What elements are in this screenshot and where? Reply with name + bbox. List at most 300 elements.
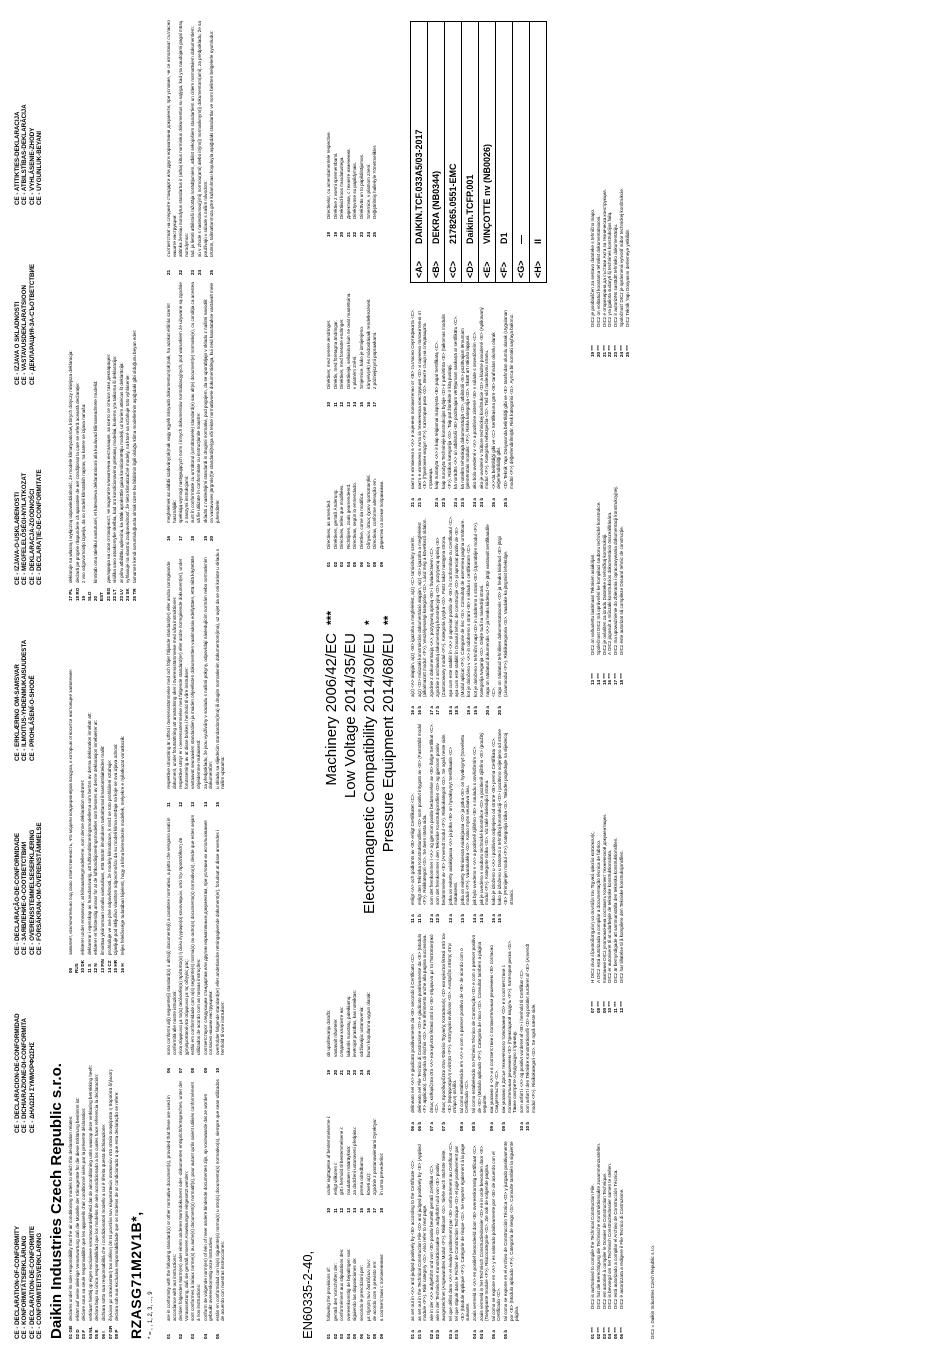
text-row	[448, 515, 454, 715]
row-number: 15 a	[490, 914, 496, 923]
row-text: tel que défini dans <A> et évalué positivement par <B> conformément au Certificat <C>.	[447, 1141, 453, 1321]
row-number: 09 b	[500, 1121, 506, 1131]
row-number: 19 a	[466, 706, 472, 715]
directive-mark: ***	[324, 610, 338, 625]
header-line: CE - ILMOITUS-YHDENMUKAISUUDESTA	[21, 639, 29, 761]
row-text: z vso odgovornostjo izjavlja, da so modeli klimatskih naprav, na katere se izjava nanaša:	[81, 403, 87, 583]
row-text: Directives, as amended.	[326, 499, 331, 549]
text-row	[326, 37, 332, 237]
conformity-col-4	[166, 281, 221, 541]
text-row	[379, 1219, 385, 1339]
footer-col-4	[590, 57, 631, 357]
text-row	[359, 1083, 365, 1213]
row-number: 02 a	[428, 1330, 434, 1339]
row-text: Directivas, según lo enmendado.	[352, 482, 358, 549]
header-col-1	[14, 1226, 44, 1339]
row-number: 04 b	[478, 1329, 484, 1339]
code-row	[411, 22, 428, 282]
code-key: <B>	[431, 260, 441, 278]
row-number: 03	[339, 1333, 345, 1339]
row-text: DICz je ovlašten za izradu Datoteke o tehničkoj konstrukciji.	[601, 533, 607, 655]
row-text: aşa cum este stabilit în <A> şi apreciat pozitiv de <B> în conformitate cu Certificatul <C>.	[447, 515, 453, 697]
conformity-paragraph	[190, 15, 196, 275]
text-row	[366, 247, 372, 407]
text-row	[333, 247, 339, 407]
row-number: 11	[332, 402, 338, 407]
text-row	[619, 733, 625, 1013]
row-number: 13	[345, 401, 351, 407]
text-row	[346, 37, 352, 237]
code-value: II	[533, 238, 543, 244]
row-text: som det fremkommer i den Tekniske Konstruksjonsfilen <D> og gjennom positiv bedømmelse av <E> (Anvendt modul <F>). Risikokategori <G>. Se også neste side.	[435, 733, 446, 905]
row-number: 20 b	[497, 705, 503, 715]
row-number: 03 a	[447, 1330, 453, 1339]
text-row	[333, 1083, 339, 1213]
text-row	[107, 643, 113, 973]
conformity-paragraph	[190, 1079, 201, 1339]
row-number: 02	[178, 1333, 184, 1339]
text-row	[491, 307, 502, 507]
row-text: skladni z naslednjimi standardi in drugimi normativi, pod pogojem, da se uporabljajo v skladu z našimi navodili:	[202, 298, 208, 523]
row-text: DICz hat die Berechtigung die Technische Konstruktionsakte zusammenzustellen.	[595, 1142, 601, 1309]
text-row	[473, 515, 484, 715]
row-text: enligt <A> och godkänts av <B> enligt Certifikatet <C>.	[410, 793, 415, 905]
conformity-paragraph	[190, 813, 201, 1073]
text-row	[326, 1219, 332, 1339]
text-row	[346, 417, 352, 567]
lang-block-1	[68, 1009, 121, 1339]
header-line: CE - DEKLARACJA-ZGODNOŚCI	[28, 488, 36, 585]
row-number: 14 CZ	[106, 960, 112, 973]
conformity-col-2	[166, 813, 227, 1073]
code-row	[530, 22, 546, 282]
row-text: DICz este autorizat să compileze Dosarul tehnic de construcţie.	[618, 526, 624, 655]
row-number: 23	[352, 1069, 358, 1075]
text-row	[333, 945, 339, 1075]
row-number: 13 b	[459, 913, 465, 923]
text-row	[352, 1219, 358, 1339]
row-number: 05 E	[94, 1329, 100, 1339]
row-number: 07 GR	[107, 1325, 113, 1339]
row-number: 24 b	[478, 497, 484, 507]
text-row	[625, 57, 631, 357]
text-row	[435, 1139, 446, 1339]
text-row	[459, 931, 470, 1131]
code-value: DAIKIN.TCF.033A5/03-2017	[414, 129, 424, 244]
row-number: 13 ***	[590, 673, 595, 685]
text-row	[472, 307, 478, 507]
text-row	[101, 1009, 107, 1339]
row-number: 22 a	[434, 498, 440, 507]
row-text: gemäß den Vorschriften der:	[332, 1263, 338, 1321]
row-text: zgodnie z archiwalną dokumentacją konstrukcyjną <D>, pozytywną opinią <E> (Zastosowany moduł <F>). Kategoria ryzyka <G>. Patrz także następna strona.	[435, 535, 446, 697]
row-number: 02	[332, 1333, 338, 1339]
text-row	[379, 417, 385, 567]
directive-name: Low Voltage 2014/35/EU	[342, 633, 359, 799]
header-line: CE - DECLARACION-DE-CONFORMIDAD	[14, 1013, 21, 1133]
text-row	[339, 37, 345, 237]
row-text: DICz er autoriseret til at udarbejde de tekniske konstruktionsdata.	[607, 849, 613, 983]
row-text: respektive utstyr er i overensstemmelse med følgende standard(er) eller andre normgivende dokument(er), under forutssetning av at disse brukes i henhold til våre instrukser:	[178, 558, 189, 789]
text-row	[119, 256, 125, 601]
row-number: 04	[345, 1333, 351, 1339]
row-number: 15	[358, 401, 364, 407]
row-text: Directives, telles que modifiées.	[339, 484, 345, 549]
code-key: <C>	[448, 260, 458, 278]
row-text: kaip nurodyta Techninėje konstrukcijos byloje <D> ir patvirtinta <E> (taikomas modulis <F>). Rizikos kategorija <G>. Taip pat žiūrėkite ir kitą puslapį.	[440, 314, 452, 489]
text-row	[503, 307, 514, 507]
row-text: Компания DICz уполномочена составить Комплект технической документации.	[601, 814, 607, 983]
text-row	[106, 256, 112, 601]
text-row	[410, 1139, 416, 1339]
row-number: 17 a	[428, 706, 434, 715]
text-row	[441, 307, 452, 507]
header-line: CE - DECLARAŢIE-DE-CONFORMITATE	[36, 469, 44, 585]
row-number: 16 ***	[607, 673, 613, 685]
row-number: 14	[352, 1207, 358, 1213]
row-number: 17	[178, 535, 184, 541]
row-number: 06	[166, 1067, 171, 1073]
standard-number: EN60335-2-40,	[300, 1250, 315, 1339]
row-text: DICz yra įgaliota sudaryti šį techninės konstrukcijos failą.	[607, 211, 613, 327]
row-number: 04	[202, 1333, 208, 1339]
row-text: following the provisions of:	[326, 1267, 331, 1321]
conformity-paragraph	[215, 547, 226, 807]
row-number: 04 ***	[607, 1327, 613, 1339]
conformity-paragraph	[197, 15, 208, 275]
row-number: 17	[372, 401, 378, 407]
row-text: kā norādīts <A> un atbilstoši <B> pozitīvajam vērtējumam saskaņā ar sertifikātu <C>.	[453, 315, 459, 489]
conformity-paragraph	[209, 281, 220, 541]
row-number: 11	[332, 1208, 338, 1213]
code-value: —	[516, 235, 526, 244]
row-text: Değiştirilmiş halleriyle Yönetmelikler.	[372, 144, 378, 219]
text-row	[479, 723, 490, 923]
row-number: 12	[178, 801, 184, 807]
row-number: 06	[358, 561, 364, 567]
text-row	[417, 931, 428, 1131]
row-text: megfelelnek az alábbi szabvány(ok)nak vagy egyéb irányadó dokumentum(ok)nak, ha azokat előírás szerint használják:	[166, 303, 177, 523]
row-number: 06	[358, 1333, 364, 1339]
text-row	[417, 307, 434, 507]
text-row	[479, 307, 490, 507]
text-row	[88, 1009, 94, 1339]
text-row	[333, 417, 339, 567]
row-number: 01 GB	[68, 1325, 73, 1339]
row-text: erklærer et fullstendig ansvar for at de luftkondisjoneringsmodeller som berøres av denne deklarasjon innebærer at:	[93, 720, 99, 955]
directive-marks	[322, 585, 398, 625]
text-row	[497, 723, 514, 923]
conformity-paragraph	[215, 813, 226, 1073]
row-number: 03 F	[81, 1329, 87, 1339]
row-number: 15 b	[497, 913, 503, 923]
row-text: DICz ir autorizēts sastādīt tehnisko dokumentāciju.	[613, 223, 619, 327]
code-value: D1	[499, 232, 509, 244]
notes-col-3	[410, 723, 515, 923]
row-text: som det fremkommer i <A> og gjennom positiv bedømmelse av <B> ifølge Sertifikat <C>.	[428, 723, 434, 905]
header-line: CE - CONFORMITEITSVERKLARING	[36, 1232, 44, 1339]
row-number: 18	[326, 231, 331, 237]
row-number: 21 BG	[105, 587, 111, 601]
directive-name: Electromagnetic Compatibility 2014/30/EU	[361, 633, 378, 914]
code-value: Daikin.TCFP.001	[465, 174, 475, 244]
text-row	[472, 1139, 478, 1339]
row-text: de acordo com o previsto em:	[372, 1260, 378, 1321]
code-row	[479, 22, 496, 282]
row-text: ob upoštevanju določb:	[326, 1009, 331, 1057]
row-number: 02 ***	[595, 1327, 601, 1339]
row-text: enligt villkoren i:	[332, 1162, 338, 1195]
text-row	[372, 247, 378, 407]
row-number: 17 PL	[68, 588, 73, 601]
row-number: 06 a	[410, 1122, 415, 1131]
directive-mark: **	[381, 615, 395, 625]
text-row	[619, 405, 625, 685]
notes-col-5	[410, 307, 515, 507]
row-number: 18 a	[447, 706, 453, 715]
conformity-col-5	[166, 15, 216, 275]
row-number: 10 ***	[607, 1001, 613, 1013]
row-number: 21	[339, 1069, 345, 1075]
row-text: aşa cum este stabilit în Dosarul tehnic de construcţie <D> şi apreciat pozitiv de <E> (Modul aplicat <F>). Categorie de risc <G>. Consultaţi de asemenea pagina următoare.	[454, 519, 465, 697]
row-text: Richtlijnen, zoals geamendeerd.	[345, 483, 351, 549]
row-text: secondo le prescrizioni per:	[358, 1265, 364, 1321]
row-number: 19	[202, 535, 208, 541]
conformity-paragraph	[178, 281, 189, 541]
text-row	[410, 515, 416, 715]
row-text: kako je izloženo u <A> i pozitivno ocijenjeno od strane <B> prema Certifikatu <C>.	[490, 737, 496, 905]
row-number: 21 a	[410, 498, 415, 507]
row-text: DICz is bevoegd om het Technisch Constructiedossier samen te stellen.	[607, 1163, 613, 1309]
row-text: tal como estabelecido no Ficheiro Técnico de Construção <D> e com o parecer positivo de <E> (Módulo aplicado <F>). Categoria de risco <G>. Consultar também a página seguinte.	[470, 934, 488, 1113]
row-text: DICz is authorised to compile the Technical Construction File.	[590, 1184, 595, 1309]
row-number: 19 b	[472, 705, 478, 715]
row-number: 10 a	[518, 1122, 524, 1131]
code-key: <F>	[499, 261, 509, 278]
code-row	[496, 22, 513, 282]
conformity-paragraph	[166, 813, 177, 1073]
notes-col-2	[410, 931, 537, 1131]
row-text: DICz je pooblaščen za sestavo datoteke s tehnično mapo.	[590, 208, 595, 327]
text-row	[326, 247, 332, 407]
row-text: declares under its sole responsibility that the air conditioning models to which this declaration relates:	[68, 1115, 73, 1321]
row-text: <D> Teknik Yapı Dosyasında belirtildiği gibi ve <E> tarafından olumlu olarak (Uygulanan modül <F>) değerlendirilmiştir. Risk kategorisi <G>. Ayrıca bir sonraki sayfaya bakınız.	[502, 310, 514, 489]
row-text: enligt den Tekniska Konstruktionsfilen <D> som positivt intygats av <E> (Fastställd modul <F>). Riskkategori <G>. Se även nästa sida.	[416, 723, 428, 905]
row-text: tal como se expone en el Archivo de Construcción Técnica <D> y juzgado positivamente por <E> (Modulo aplicado <F>). Categoría de riesgo <G>. Consulte también la siguiente página.	[502, 1141, 520, 1321]
row-text: kā noteikts tehniskajā dokumentācijā <D>, atbilstoši <E> pozitīvajam lēmumam (piemērotais modulis: <F>). Riska kategorija <G>. Skatīt arī nākošo lappusi.	[459, 328, 471, 489]
text-row	[114, 1009, 120, 1339]
conformity-paragraph	[178, 15, 189, 275]
row-number: 20 ***	[595, 345, 601, 357]
directive-mark	[341, 585, 360, 625]
header-line: CE - FÖRSÄKRAN-OM-ÖVERENSTÄMMELSE	[36, 822, 44, 955]
text-row	[491, 723, 497, 923]
footer-col-3	[590, 405, 625, 685]
row-number: 01 b	[416, 1329, 422, 1339]
text-row	[68, 256, 74, 601]
row-number: 16 a	[410, 706, 415, 715]
model-note: * = , , 1, 2, 3, ..., 9	[148, 1291, 154, 1339]
row-number: 09	[378, 1333, 384, 1339]
text-row	[339, 945, 345, 1075]
row-text: DICz está autorizado a compilar el Archivo de Construcción Técnica.	[613, 1169, 619, 1309]
row-text: как указано в <A> и в соответствии с положительным решением <B> согласно Свидетельству <C>.	[488, 945, 500, 1113]
row-text: vastavalt nõuetele:	[332, 1018, 338, 1057]
row-text: der/den folgenden Norm(en) oder einem anderen Normdokument oder -dokumenten entspricht/entsprechen, unter der Voraussetzung, daß sie gemäß unseren Anweisungen eingesetzt werden:	[178, 1080, 189, 1321]
row-text: noudattaen määräyksiä:	[345, 1145, 351, 1195]
row-number: 25 b	[502, 497, 508, 507]
row-number: 10	[214, 1067, 220, 1073]
text-row	[417, 723, 428, 923]
model-number: RZASG71M2V1B*,	[128, 1211, 144, 1339]
text-row	[460, 723, 471, 923]
conformity-paragraph	[178, 547, 189, 807]
text-row	[372, 37, 378, 237]
text-row	[352, 37, 358, 237]
row-text: με τήρηση των διατάξεων των:	[365, 1259, 371, 1321]
row-text: как указано в Досье технического толкования <D> и в соответствии с положительным решением <E> (Прикладной модуль <F>). Категория риска <G>. Также смотрите следующую страницу.	[500, 939, 518, 1113]
conformity-paragraph	[178, 1079, 189, 1339]
row-number: 05 b	[502, 1329, 508, 1339]
text-row	[448, 723, 459, 923]
row-text: Spoločnosť DICz je oprávnená vytvoriť súbor technickej konštrukcie.	[618, 187, 624, 327]
header-line: CE - DICHIARAZIONE-DI-CONFORMITA	[21, 1017, 29, 1133]
text-row	[448, 1139, 454, 1339]
row-number: 05 a	[490, 1330, 496, 1339]
row-number: 07 a	[428, 1122, 434, 1131]
row-number: 18	[378, 1207, 384, 1213]
row-number: 24	[365, 231, 371, 237]
text-row	[100, 643, 106, 973]
row-number: 08	[372, 561, 378, 567]
row-text: Společnost DICz má oprávnění ke kompilaci souboru technické konstrukce.	[595, 501, 601, 655]
lang-block-2	[68, 643, 126, 973]
header-line: CE - OVERENSSTEMMELSESERKLÆRING	[28, 829, 36, 955]
code-value: VINÇOTTE nv (NB0026)	[482, 143, 492, 244]
text-row	[366, 1219, 372, 1339]
text-row	[485, 515, 496, 715]
row-text: declara sob sua exclusiva responsabilidade que os modelos de ar condicionado a que esta declaração se refere:	[114, 1091, 120, 1321]
header-line: CE - ДЕКЛАРАЦИЯ-ЗА-СЪОТВЕТСТВИЕ	[28, 263, 36, 385]
row-number: 06 b	[416, 1121, 422, 1131]
text-row	[339, 417, 345, 567]
row-text: декларира на своя отговорност, че моделите климатична инсталация, за които се отнася тази декларация:	[105, 354, 111, 583]
row-text: overeenkomstig de bepalingen van:	[345, 1248, 351, 1321]
header-line: CE - VYHLÁSENIE-ZHODY	[28, 127, 36, 205]
row-number: 24	[358, 1069, 364, 1075]
text-row	[359, 247, 365, 407]
conformity-paragraph	[166, 15, 177, 275]
row-text: wie in der <A> aufgeführt und von <B> positiv beurteilt gemäß Zertifikat <C>.	[428, 1164, 434, 1321]
row-number: 02	[332, 561, 338, 567]
row-text: DICz est autorisé à compiler le Dossier de Construction Technique.	[601, 1172, 607, 1309]
row-number: 03	[190, 1333, 196, 1339]
text-row	[429, 723, 435, 923]
header-line: CE - DECLARAÇÃO-DE-CONFORMIDADE	[14, 832, 21, 955]
row-text: jotka on esitetty asiakirjassa <A> ja jotka <B> on hyväksynyt Sertifikaatin <C> mukaisesti.	[447, 746, 459, 905]
row-text: Direktiivejä, sellaisina kuin ne ovat muutettuina.	[345, 292, 351, 389]
row-number: 22	[352, 231, 358, 237]
row-text: gitt i henhold til bestemmelsene i:	[339, 1127, 345, 1195]
row-text: DICz ma upoważnienie do zbierania i opracowywania dokumentacji konstrukcyjnej.	[613, 486, 619, 655]
row-text: kinnitab oma täielikul vastutusel, et käesoleva deklaratsiooni alla kuuluvad kliimaseadmete mudelid:	[93, 380, 99, 583]
row-text: zoals vermeld in <A> en positief beoordeeld door <B> overeenkomstig Certificaat <C>.	[471, 1144, 477, 1321]
text-row	[479, 1139, 490, 1339]
row-text: jak je uvedeno v souboru technické konstrukce <D> a pozitivně zjištěno <E> (použitý modul <F>). Kategorie rizika <G>. Viz také následující strana.	[478, 732, 490, 905]
row-number: 19 ***	[590, 345, 595, 357]
row-number: 15 HR	[113, 959, 119, 973]
row-text: Direktīvās un to papildinājumos.	[358, 153, 364, 219]
text-row	[497, 515, 508, 715]
text-row	[112, 256, 118, 601]
row-number: 03	[339, 561, 345, 567]
row-text: vyhlasuje na vlastnú zodpovednosť, že tieto klimatizačné modely, na ktoré sa vzťahuje toto vyhlásenie:	[125, 374, 131, 583]
row-text: za dodržení ustanovení předpisu:	[352, 1127, 358, 1195]
row-number: 21	[345, 231, 351, 237]
row-text: as set out in <A> and judged positively by <B> according to the Certificate <C>.	[410, 1159, 415, 1321]
row-number: 22	[345, 1069, 351, 1075]
footer-col-2	[590, 733, 625, 1013]
row-text: v platném znění.	[352, 355, 358, 389]
header-col-7	[14, 104, 44, 205]
row-number: 10	[326, 1207, 331, 1213]
text-row	[352, 247, 358, 407]
row-number: 02 b	[435, 1329, 441, 1339]
text-row	[75, 256, 81, 601]
header-line: CE - KONFORMITÄTSERKLÄRUNG	[21, 1235, 29, 1339]
row-text: siguiendo las disposiciones de:	[352, 1257, 358, 1321]
row-text: declara bajo su única responsabilidad que los modelos de aire acondicionado a los cuales hace referencia la declaración:	[94, 1073, 100, 1321]
text-row	[94, 1009, 100, 1339]
row-number: 01 a	[410, 1330, 415, 1339]
header-col-3	[14, 822, 44, 955]
row-number: 19	[326, 1069, 331, 1075]
row-number: 16	[166, 535, 171, 541]
row-text: sunt în conformitate cu următorul (următoarele) standard(e) sau alt(e) document(e) normativ(e), cu condiţia ca acestea să fie utilizate în conformitate cu instrucţiunile noastre:	[190, 282, 201, 523]
text-row	[333, 1219, 339, 1339]
row-number: 17	[372, 1207, 378, 1213]
row-text: ar pilnu atbildību apliecina, ka tālāk aprakstītie gaisa kondicionētāju modeļi, uz kuriem attiecas šī deklarācija:	[118, 362, 124, 583]
row-text: u skladu sa slijedećim standardom(ima) ili drugim normativnim dokumentom(ima), uz uvjet da se oni koriste u skladu s našim uputama:	[214, 549, 226, 789]
row-number: 18 ***	[618, 673, 624, 685]
row-number: 25 a	[490, 498, 496, 507]
text-row	[346, 247, 352, 407]
row-number: 18 RO	[74, 587, 80, 601]
code-key: <G>	[516, 260, 526, 278]
row-text: соответствуют следующим стандартам или другим нормативным документам, при условии их использования согласно нашим инструкциям:	[202, 820, 214, 1055]
row-text: sont conformes à la/aux norme(s) ou autre(s) document(s) normatif(s), pour autant qu'ils soient utilisés conformément à nos instructions:	[190, 1082, 201, 1321]
header-line: CE - MEGFELELŐSÉGI-NYILATKOZAT	[21, 472, 29, 585]
row-number: 25	[209, 269, 215, 275]
header-col-5	[14, 469, 44, 585]
directives-list-e	[326, 247, 379, 407]
row-text: Directivelor, cu amendamentele respective.	[326, 131, 331, 219]
row-number: 08 P	[114, 1329, 120, 1339]
text-row	[460, 307, 471, 507]
code-key: <H>	[533, 260, 543, 278]
row-text: teljes felelőssége tudatában kijelenti, hogy a klíma berendezés modellek, melyekre e nyilatkozat vonatkozik:	[119, 735, 125, 955]
header-line: CE - IZJAVA O SKLADNOSTI	[14, 301, 21, 385]
text-row	[120, 643, 126, 973]
row-text: za předpokladu, že jsou využívány v souladu s našimi pokyny, odpovídají následujícím normám nebo normativním dokumentům:	[202, 557, 214, 789]
text-row	[132, 256, 138, 601]
row-text: sono conformi al(i) seguente(i) standard(s) o altro(i) documento(i) a carattere normativo, a patto che vengano usati in conformità alle nostre istruzioni:	[166, 817, 177, 1055]
row-text: a(z) <A> alapján, a(z) <B> igazolta a megfelelést, a(z) <C> tanúsítvány szerint.	[410, 536, 415, 697]
row-text: deklaruje na własną i wyłączną odpowiedzialność, że modele klimatyzatorów, których dotyczy niniejsza deklaracja:	[68, 350, 73, 583]
text-row	[472, 723, 478, 923]
row-text: zgodnie z postanowieniami Dyrektyw:	[372, 1118, 378, 1195]
row-number: 13 a	[447, 914, 453, 923]
